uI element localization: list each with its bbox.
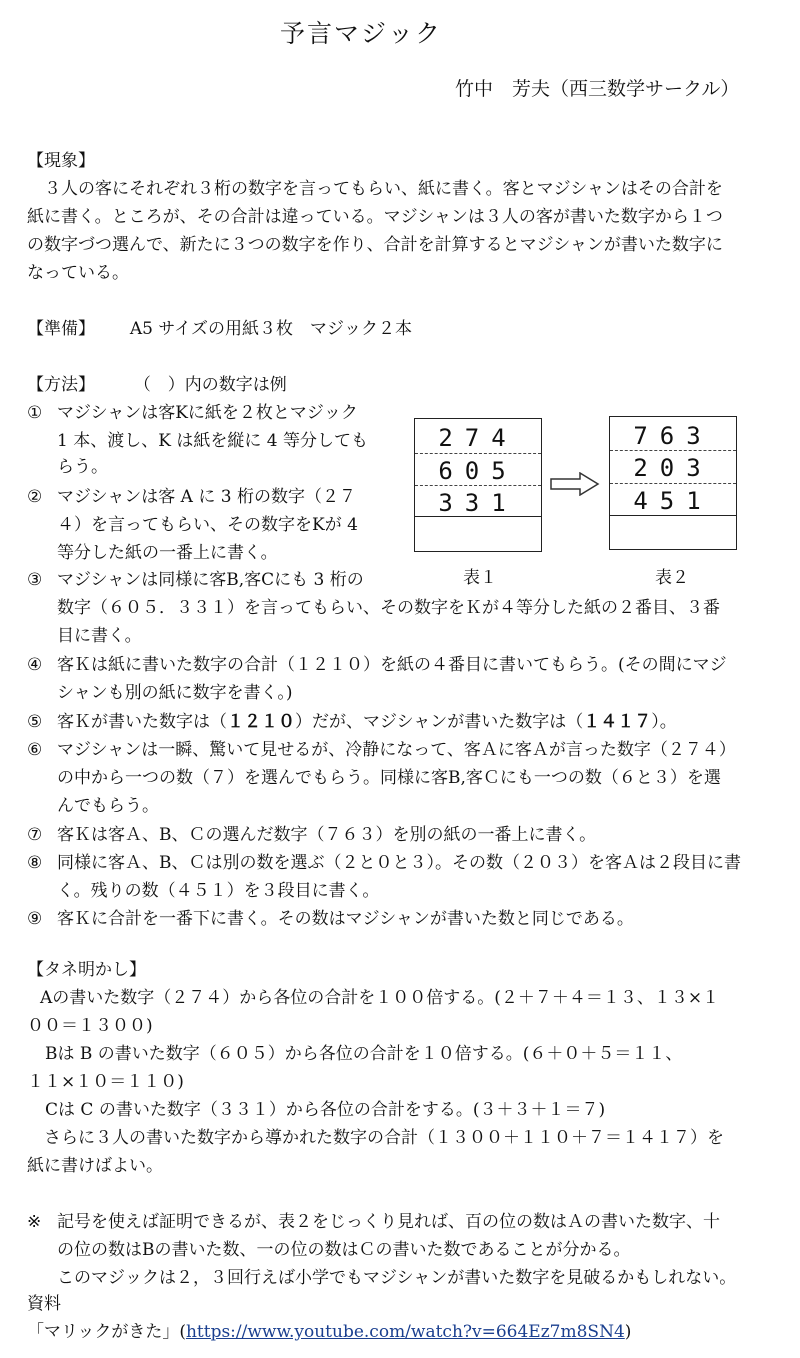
step-number: ⑤ [27, 712, 43, 732]
phenomenon-line: ３人の客にそれぞれ３桁の数字を言ってもらい、紙に書く。客とマジシャンはその合計を [27, 179, 723, 199]
remark [27, 1207, 720, 1232]
remark-mark: ※ [27, 1212, 42, 1232]
phenomenon-line: の数字づつ選んで、新たに３つの数字を作り、合計を計算するとマジシャンが書いた数字に [27, 235, 723, 255]
reveal-line: ００＝１３００) [27, 1016, 153, 1036]
preparation-section [27, 314, 412, 339]
step-number: ⑧ [27, 853, 43, 873]
step-number: ⑥ [27, 740, 43, 760]
table-2-row: 451 [633, 486, 713, 515]
step-6 [27, 735, 736, 760]
step-text: らう。 [57, 457, 108, 477]
references-heading: 資料 [27, 1294, 61, 1314]
step-9 [27, 904, 634, 929]
reveal-line: １１×１０＝１１０) [27, 1072, 184, 1092]
step-4 [27, 650, 727, 675]
reveal-line: Aの書いた数字（２７４）から各位の合計を１００倍する。(２＋７＋４＝１３、１３×１ [40, 988, 720, 1008]
reveal-line: Cは C の書いた数字（３３１）から各位の合計をする。(３＋３＋１＝７) [45, 1100, 606, 1120]
magician-total: １４１７ [583, 712, 652, 732]
author: 竹中 芳夫（西三数学サークル） [455, 78, 740, 100]
step-text: 客Ｋは紙に書いた数字の合計（１２１０）を紙の４番目に書いてもらう。(その間にマジ [57, 655, 727, 675]
phenomenon-line: なっている。 [27, 263, 129, 283]
step-text: マジシャンは客Kに紙を２枚とマジック [57, 403, 358, 423]
preparation-heading: 【準備】 [27, 319, 95, 339]
phenomenon-heading: 【現象】 [27, 151, 95, 171]
step-text: シャンも別の紙に数字を書く。) [57, 683, 293, 703]
reveal-line: Bは B の書いた数字（６０５）から各位の合計を１０倍する。(６＋０＋５＝１１、 [45, 1044, 683, 1064]
table-1-row: 331 [438, 488, 518, 517]
youtube-link[interactable]: https://www.youtube.com/watch?v=664Ez7m8SN4 [185, 1322, 625, 1342]
step-text: 客Ｋは客Ａ、B、Ｃの選んだ数字（７６３）を別の紙の一番上に書く。 [57, 825, 597, 845]
phenomenon-line: 紙に書く。ところが、その合計は違っている。マジシャンは３人の客が書いた数字から１つ [27, 207, 723, 227]
reveal-heading: 【タネ明かし】 [27, 960, 146, 980]
method-header [27, 370, 287, 395]
step-number: ⑨ [27, 909, 43, 929]
step-number: ① [27, 403, 43, 423]
step-text: ４）を言ってもらい、その数字をKが 4 [57, 515, 358, 535]
right-arrow-icon [550, 472, 600, 496]
step-text: 1 本、渡し、K は紙を縦に 4 等分しても [57, 431, 368, 451]
step-number: ② [27, 487, 43, 507]
table-2-row: 763 [633, 421, 713, 450]
step-text: 目に書く。 [57, 626, 142, 646]
table-1-caption: 表１ [463, 568, 497, 588]
step-5 [27, 707, 677, 732]
step-number: ④ [27, 655, 43, 675]
table-1-row: 274 [438, 423, 518, 452]
preparation-text: A5 サイズの用紙３枚 マジック２本 [129, 319, 412, 339]
step-text: 等分した紙の一番上に書く。 [57, 543, 278, 563]
table-2-caption: 表２ [655, 568, 689, 588]
remark-line: の位の数はBの書いた数、一の位の数はＣの書いた数であることが分かる。 [57, 1240, 631, 1260]
step-text: マジシャンは同様に客B,客Cにも 3 桁の [57, 570, 364, 590]
method-heading: 【方法】 [27, 375, 95, 395]
page-title: 予言マジック [280, 19, 443, 48]
step-8 [27, 848, 741, 873]
table-1 [414, 418, 542, 552]
step-text: んでもらう。 [57, 796, 159, 816]
reveal-line: 紙に書けばよい。 [27, 1156, 163, 1176]
step-text: ）だが、マジシャンが書いた数字は（ [295, 712, 584, 732]
method-note: （ ）内の数字は例 [133, 375, 287, 395]
step-text: 数字（６０５．３３１）を言ってもらい、その数字をＫが４等分した紙の２番目、３番 [57, 598, 720, 618]
step-text: マジシャンは客 A に 3 桁の数字（２７ [57, 487, 356, 507]
step-text: マジシャンは一瞬、驚いて見せるが、冷静になって、客Ａに客Ａが言った数字（２７４） [57, 740, 736, 760]
step-text: の中から一つの数（７）を選んでもらう。同様に客B,客Ｃにも一つの数（６と３）を選 [57, 768, 721, 788]
step-text: 客Ｋに合計を一番下に書く。その数はマジシャンが書いた数と同じである。 [57, 909, 634, 929]
step-number: ③ [27, 570, 43, 590]
step-2 [27, 482, 356, 507]
step-number: ⑦ [27, 825, 43, 845]
table-2 [609, 416, 737, 550]
reveal-line: さらに３人の書いた数字から導かれた数字の合計（１３００＋１１０＋７＝１４１７）を [27, 1128, 724, 1148]
step-text: 同様に客Ａ、B、Ｃは別の数を選ぶ（２と０と３）。その数（２０３）を客Ａは２段目に書 [57, 853, 741, 873]
table-1-row: 605 [438, 456, 518, 485]
references-entry [27, 1317, 631, 1342]
table-2-row: 203 [633, 453, 713, 482]
references-source: 「マリックがきた」( [27, 1322, 186, 1342]
remark-line: このマジックは２，３回行えば小学でもマジシャンが書いた数字を見破るかもしれない。 [57, 1268, 737, 1288]
customer-total: １２１０ [227, 712, 295, 732]
step-text: く。残りの数（４５１）を３段目に書く。 [57, 881, 380, 901]
step-text: ）。 [651, 712, 677, 732]
step-7 [27, 820, 596, 845]
remark-line: 記号を使えば証明できるが、表２をじっくり見れば、百の位の数はＡの書いた数字、十 [57, 1212, 720, 1232]
step-1 [27, 398, 358, 423]
step-3 [27, 565, 364, 590]
step-text: 客Ｋが書いた数字は（ [57, 712, 227, 732]
references-close: ) [624, 1322, 632, 1342]
